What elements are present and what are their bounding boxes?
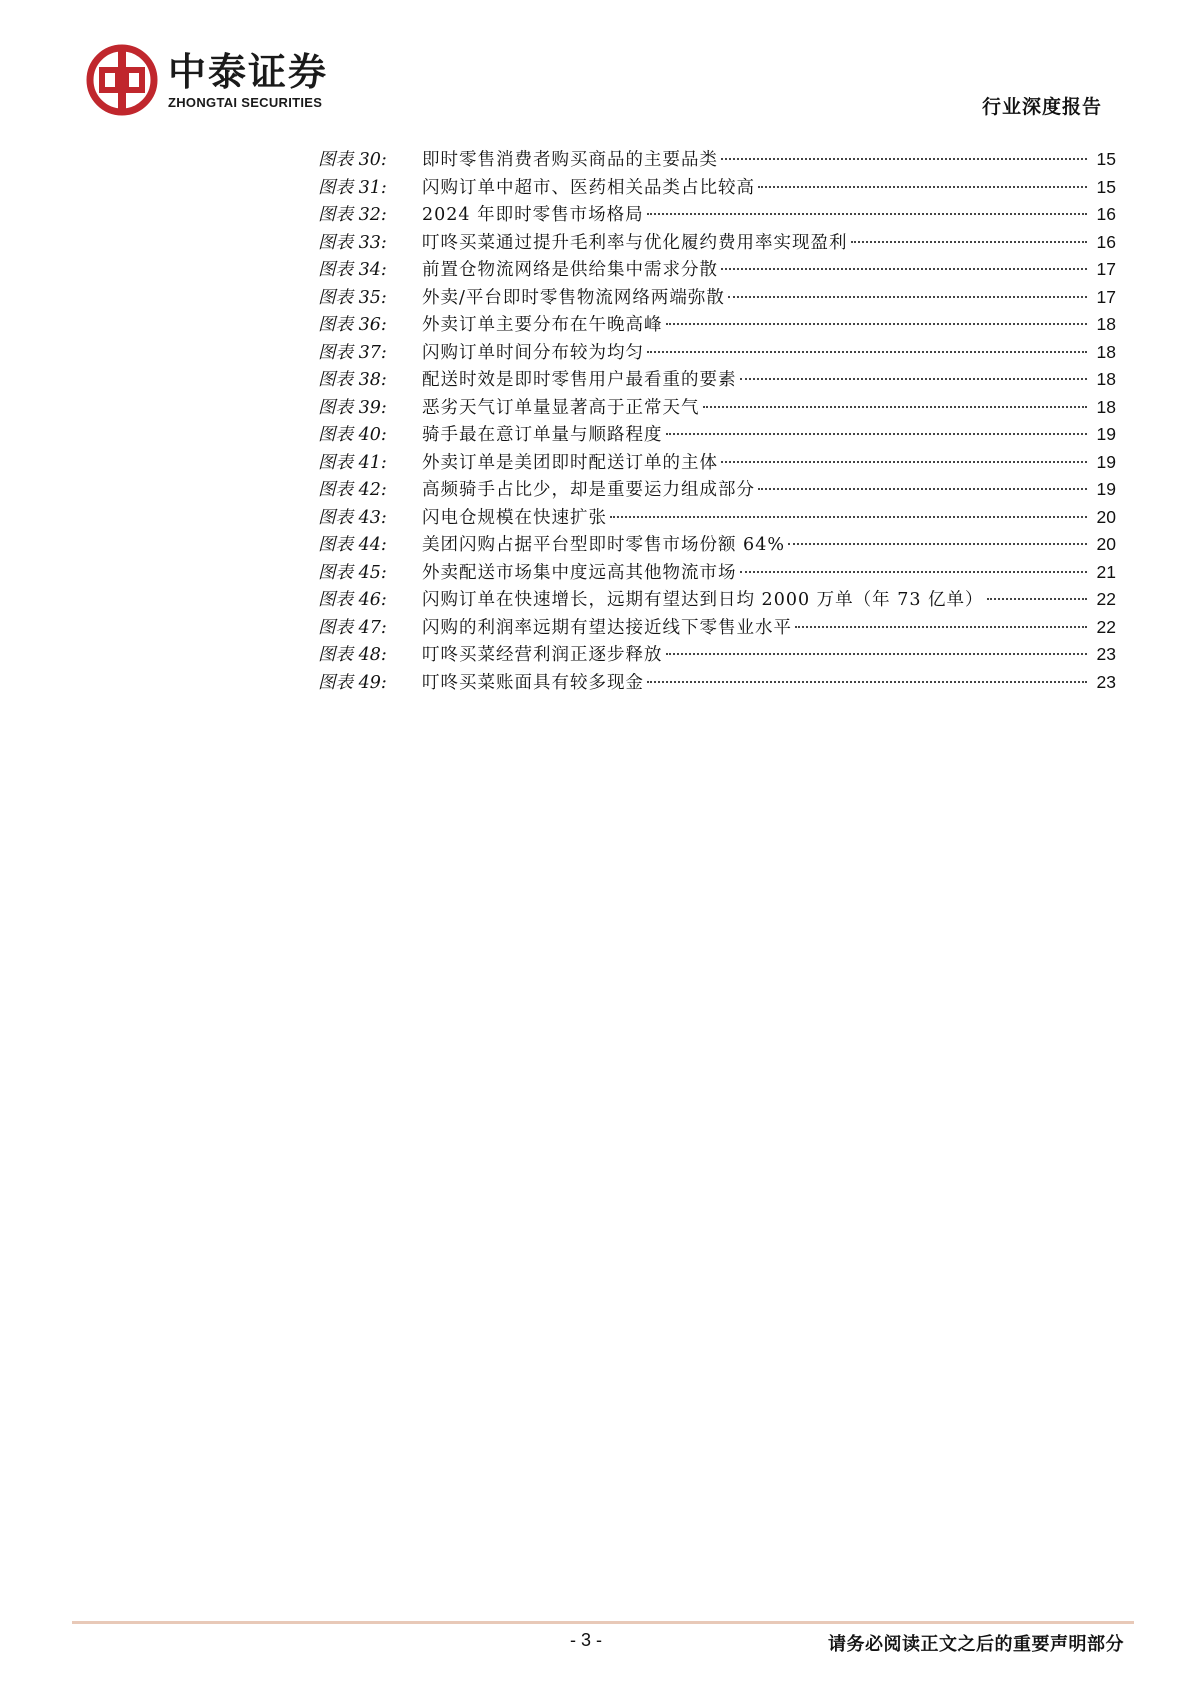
- toc-entry-label: 图表 34:: [318, 260, 387, 280]
- toc-dot-leader: [647, 351, 1087, 353]
- toc-entry-title: 闪电仓规模在快速扩张: [422, 507, 607, 528]
- toc-entry-page: 19: [1096, 479, 1116, 499]
- toc-entry-page: 21: [1096, 561, 1116, 582]
- toc-entry-title: 前置仓物流网络是供给集中需求分散: [422, 260, 718, 280]
- toc-entry-page: 19: [1096, 424, 1116, 444]
- toc-entry[interactable]: [318, 201, 1116, 229]
- toc-entry-title: 即时零售消费者购买商品的主要品类: [422, 150, 718, 170]
- toc-entry-title: 外卖配送市场集中度远高其他物流市场: [422, 562, 737, 583]
- toc-entry-label: 图表 42:: [318, 480, 387, 500]
- toc-entry-title: 叮咚买菜通过提升毛利率与优化履约费用率实现盈利: [422, 232, 848, 253]
- toc-entry[interactable]: [318, 641, 1116, 669]
- toc-dot-leader: [740, 378, 1088, 380]
- toc-entry[interactable]: [318, 311, 1116, 339]
- toc-entry-title: 闪购订单在快速增长，远期有望达到日均 2000 万单（年 73 亿单）: [422, 590, 984, 610]
- page-number: - 3 -: [570, 1630, 603, 1650]
- toc-dot-leader: [647, 681, 1087, 683]
- toc-entry-page: 15: [1096, 176, 1116, 197]
- toc-entry[interactable]: [318, 421, 1116, 449]
- toc-entry-label: 图表 31:: [318, 177, 387, 198]
- toc-entry[interactable]: [318, 586, 1116, 614]
- toc-entry-title: 2024 年即时零售市场格局: [422, 205, 644, 225]
- toc-dot-leader: [647, 213, 1087, 215]
- toc-entry-page: 15: [1096, 149, 1116, 169]
- toc-entry-label: 图表 37:: [318, 342, 387, 363]
- toc-entry-label: 图表 35:: [318, 287, 387, 308]
- toc-entry-label: 图表 43:: [318, 507, 387, 528]
- toc-entry[interactable]: [318, 366, 1116, 394]
- toc-entry[interactable]: [318, 256, 1116, 284]
- zhongtai-logo-icon: [86, 44, 158, 116]
- toc-entry-page: 23: [1096, 644, 1116, 664]
- toc-dot-leader: [666, 323, 1088, 325]
- company-logo: [86, 44, 328, 116]
- toc-dot-leader: [795, 626, 1087, 628]
- toc-entry-page: 18: [1096, 314, 1116, 334]
- report-type-label: 行业深度报告: [981, 96, 1102, 118]
- toc-entry-page: 18: [1096, 341, 1116, 362]
- toc-entry-page: 18: [1096, 369, 1116, 389]
- toc-entry-page: 16: [1096, 204, 1116, 224]
- toc-dot-leader: [703, 406, 1088, 408]
- toc-entry[interactable]: [318, 559, 1116, 587]
- toc-dot-leader: [728, 296, 1087, 298]
- toc-entry-title: 恶劣天气订单量显著高于正常天气: [422, 397, 700, 418]
- toc-entry-page: 19: [1096, 451, 1116, 472]
- toc-entry-title: 美团闪购占据平台型即时零售市场份额 64%: [422, 535, 785, 555]
- footer-disclaimer: 请务必阅读正文之后的重要声明部分: [828, 1634, 1124, 1655]
- toc-entry-label: 图表 40:: [318, 425, 387, 445]
- toc-dot-leader: [721, 158, 1087, 160]
- toc-entry[interactable]: [318, 504, 1116, 532]
- toc-entry[interactable]: [318, 476, 1116, 504]
- toc-entry-label: 图表 46:: [318, 590, 387, 610]
- toc-entry-page: 23: [1096, 671, 1116, 692]
- toc-entry[interactable]: [318, 146, 1116, 174]
- logo-english-name: ZHONGTAI SECURITIES: [168, 94, 323, 110]
- toc-entry-page: 20: [1096, 534, 1116, 554]
- toc-entry[interactable]: [318, 614, 1116, 642]
- toc-entry-title: 配送时效是即时零售用户最看重的要素: [422, 370, 737, 390]
- toc-entry-label: 图表 44:: [318, 535, 387, 555]
- toc-dot-leader: [721, 461, 1087, 463]
- table-of-figures: [318, 146, 1116, 696]
- toc-dot-leader: [721, 268, 1087, 270]
- toc-entry-label: 图表 41:: [318, 452, 387, 473]
- toc-entry-page: 17: [1096, 286, 1116, 307]
- toc-dot-leader: [987, 598, 1087, 600]
- toc-dot-leader: [758, 488, 1087, 490]
- toc-entry-label: 图表 45:: [318, 562, 387, 583]
- logo-text: [168, 51, 328, 110]
- toc-entry-page: 20: [1096, 506, 1116, 527]
- toc-dot-leader: [666, 433, 1088, 435]
- toc-entry-title: 高频骑手占比少，却是重要运力组成部分: [422, 480, 755, 500]
- toc-entry-page: 16: [1096, 231, 1116, 252]
- toc-dot-leader: [610, 516, 1087, 518]
- toc-entry-title: 外卖订单主要分布在午晚高峰: [422, 315, 663, 335]
- toc-entry[interactable]: [318, 669, 1116, 697]
- toc-entry-title: 闪购订单中超市、医药相关品类占比较高: [422, 177, 755, 198]
- toc-dot-leader: [740, 571, 1088, 573]
- footer-divider: [72, 1621, 1134, 1624]
- toc-dot-leader: [758, 186, 1087, 188]
- toc-entry-title: 叮咚买菜经营利润正逐步释放: [422, 645, 663, 665]
- toc-entry-title: 叮咚买菜账面具有较多现金: [422, 672, 644, 693]
- toc-entry[interactable]: [318, 394, 1116, 422]
- toc-entry-page: 22: [1096, 589, 1116, 609]
- toc-entry-page: 17: [1096, 259, 1116, 279]
- toc-entry-title: 闪购的利润率远期有望达接近线下零售业水平: [422, 617, 792, 638]
- toc-entry-label: 图表 38:: [318, 370, 387, 390]
- toc-entry-label: 图表 48:: [318, 645, 387, 665]
- toc-entry[interactable]: [318, 339, 1116, 367]
- toc-dot-leader: [666, 653, 1088, 655]
- toc-entry-title: 闪购订单时间分布较为均匀: [422, 342, 644, 363]
- toc-entry-label: 图表 33:: [318, 232, 387, 253]
- toc-entry-label: 图表 47:: [318, 617, 387, 638]
- toc-entry-label: 图表 39:: [318, 397, 387, 418]
- toc-entry[interactable]: [318, 229, 1116, 257]
- toc-entry-label: 图表 30:: [318, 150, 387, 170]
- toc-entry-title: 骑手最在意订单量与顺路程度: [422, 425, 663, 445]
- toc-entry-label: 图表 36:: [318, 315, 387, 335]
- toc-entry[interactable]: [318, 531, 1116, 559]
- toc-entry-title: 外卖/平台即时零售物流网络两端弥散: [422, 287, 725, 308]
- toc-dot-leader: [788, 543, 1087, 545]
- toc-entry[interactable]: [318, 174, 1116, 202]
- toc-entry-title: 外卖订单是美团即时配送订单的主体: [422, 452, 718, 473]
- toc-entry[interactable]: [318, 284, 1116, 312]
- toc-entry-page: 22: [1096, 616, 1116, 637]
- logo-chinese-name: 中泰证券: [168, 49, 329, 94]
- toc-entry[interactable]: [318, 449, 1116, 477]
- toc-entry-label: 图表 32:: [318, 205, 387, 225]
- toc-entry-label: 图表 49:: [318, 672, 387, 693]
- toc-dot-leader: [851, 241, 1088, 243]
- toc-entry-page: 18: [1096, 396, 1116, 417]
